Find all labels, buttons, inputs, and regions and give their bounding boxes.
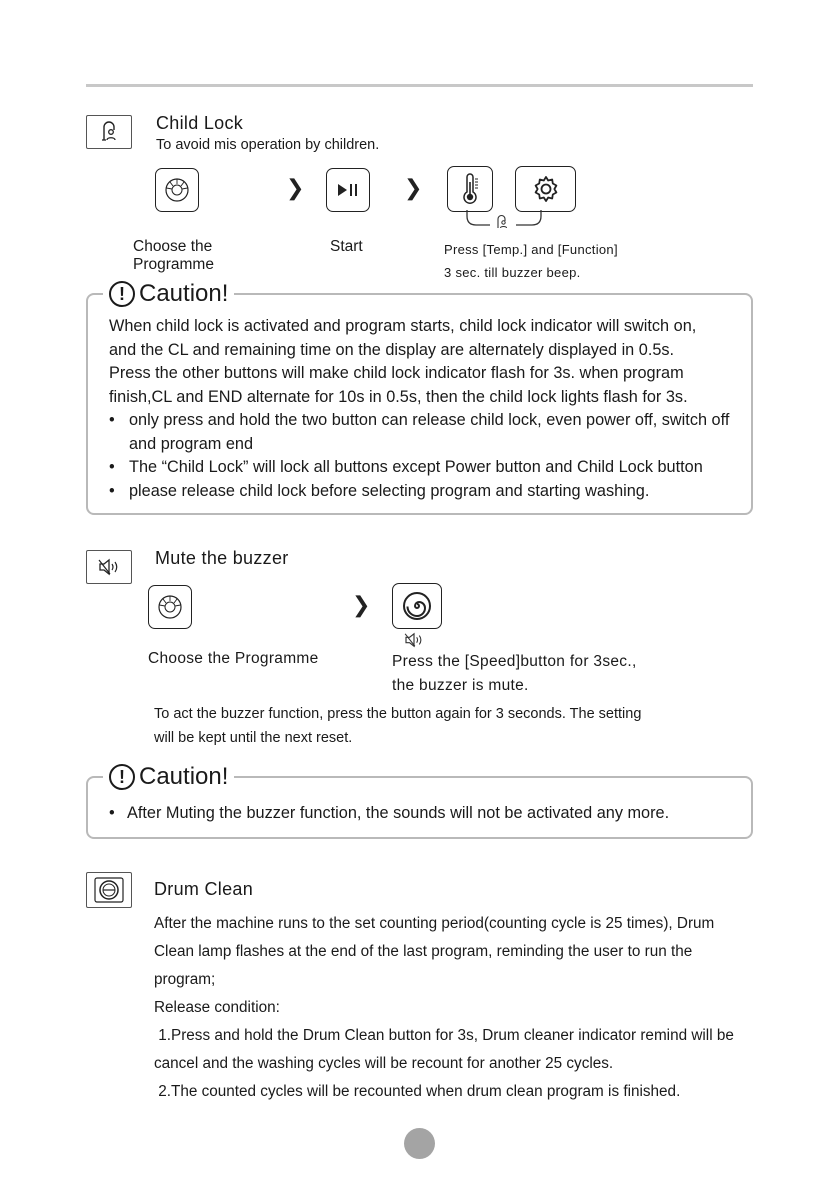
caution-line: Press the other buttons will make child lock indicator flash for 3s. when program [109, 364, 684, 382]
thermometer-icon [460, 173, 480, 205]
start-button [326, 168, 370, 212]
caution-bullet-text: only press and hold the two button can release child lock, even power off, switch off and program end [129, 411, 730, 453]
caution-bullet: • only press and hold the two button can release child lock, even power off, switch off and program end [109, 409, 751, 456]
temp-button [447, 166, 493, 212]
caution-bullet-text: The “Child Lock” will lock all buttons except Power button and Child Lock button [129, 458, 703, 476]
top-rule [86, 84, 753, 87]
choose-programme-text: Choose the Programme [133, 238, 214, 273]
lock-hand-icon [94, 119, 124, 145]
exclamation-icon: ! [109, 764, 135, 790]
child-lock-caution-heading [103, 280, 234, 308]
drum-clean-line: 2.The counted cycles will be recounted when drum clean program is finished. [154, 1083, 681, 1100]
mute-note-line1: To act the buzzer function, press the button again for 3 seconds. The setting [154, 706, 642, 722]
arrow-3-icon: ❯ [352, 593, 371, 618]
exclamation-icon: ! [109, 281, 135, 307]
play-pause-icon [335, 181, 361, 199]
drum-clean-title: Drum Clean [154, 879, 254, 899]
mute-section-icon [86, 550, 132, 584]
spiral-speed-icon [401, 590, 433, 622]
caution-bullet: • please release child lock before selecting program and starting washing. [109, 480, 751, 504]
child-lock-title: Child Lock [156, 113, 244, 133]
child-lock-subtitle: To avoid mis operation by children. [156, 137, 380, 153]
mute-step-choose-label: Choose the Programme [148, 650, 319, 667]
child-lock-caution-body [109, 315, 751, 503]
step-start-label: Start [330, 238, 363, 255]
caution-bullet-text: After Muting the buzzer function, the sounds will not be activated any more. [127, 804, 670, 822]
lock-hand-small-icon [498, 216, 507, 229]
page-number-dot [404, 1128, 435, 1159]
caution-bullet: • The “Child Lock” will lock all buttons except Power button and Child Lock button [109, 456, 751, 480]
mute-small-icon [403, 632, 425, 648]
caution-title: Caution! [139, 280, 229, 307]
caution-bullet: • After Muting the buzzer function, the sounds will not be activated any more. [109, 802, 669, 826]
mute-caution-body [109, 802, 669, 826]
caution-line: finish,CL and END alternate for 10s in 0.5s, then the child lock lights flash for 3s. [109, 387, 688, 406]
mute-speaker-icon [97, 558, 121, 576]
mute-note-line2: will be kept until the next reset. [154, 730, 353, 746]
drum-clean-body [154, 910, 734, 1106]
step-press-temp-line2: 3 sec. till buzzer beep. [444, 265, 581, 280]
arrow-2-icon: ❯ [404, 176, 423, 201]
mute-caution-heading [103, 763, 234, 791]
mute-step-speed-line1: Press the [Speed]button for 3sec., [392, 653, 637, 670]
gear-icon [532, 175, 560, 203]
drum-clean-line: cancel and the washing cycles will be recount for another 25 cycles. [154, 1055, 614, 1072]
speed-button [392, 583, 442, 629]
step-press-temp-line1: Press [Temp.] and [Function] [444, 242, 618, 257]
drum-icon [92, 876, 126, 904]
drum-clean-line: After the machine runs to the set counting period(counting cycle is 25 times), Drum [154, 915, 715, 932]
caution-line: and the CL and remaining time on the display are alternately displayed in 0.5s. [109, 340, 675, 359]
mute-title: Mute the buzzer [155, 548, 289, 568]
step-choose-programme-label [133, 238, 233, 274]
drum-clean-line: program; [154, 971, 216, 988]
combo-bracket [466, 210, 542, 232]
mute-step-speed-line2: the buzzer is mute. [392, 677, 529, 694]
drum-clean-line: Clean lamp flashes at the end of the last program, reminding the user to run the [154, 943, 693, 960]
function-button [515, 166, 576, 212]
drum-clean-section-icon [86, 872, 132, 908]
child-lock-section-icon [86, 115, 132, 149]
arrow-1-icon: ❯ [286, 176, 305, 201]
drum-clean-line: Release condition: [154, 999, 280, 1016]
programme-button-2 [148, 585, 192, 629]
caution-bullet-text: please release child lock before selecting program and starting washing. [129, 481, 650, 500]
programme-button [155, 168, 199, 212]
programme-dial-icon [163, 176, 191, 204]
drum-clean-line: 1.Press and hold the Drum Clean button for 3s, Drum cleaner indicator remind will be [154, 1027, 734, 1044]
programme-dial-icon [156, 593, 184, 621]
caution-line: When child lock is activated and program starts, child lock indicator will switch on, [109, 317, 697, 335]
caution-title: Caution! [139, 763, 229, 790]
